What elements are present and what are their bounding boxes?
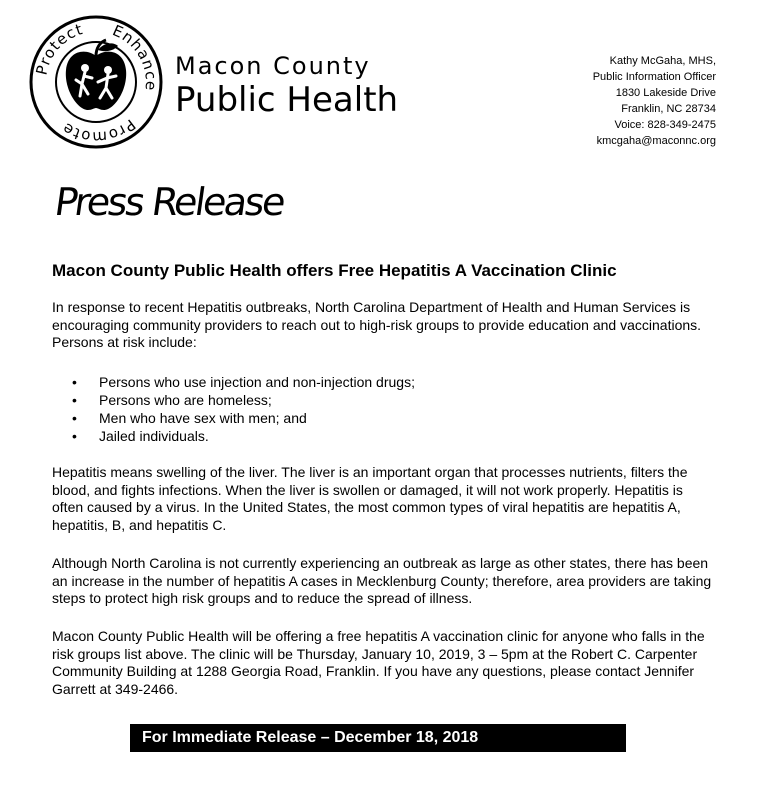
logo-ring-word-2: Enhance — [109, 21, 161, 92]
press-release-headline: Macon County Public Health offers Free Hepatitis A Vaccination Clinic — [52, 261, 617, 280]
contact-name: Kathy McGaha, MHS, — [609, 55, 716, 67]
logo-ring-word-3: Promote — [58, 115, 139, 147]
document-type-title: Press Release — [52, 180, 287, 224]
contact-title: Public Information Officer — [592, 71, 716, 83]
logo-ring-word-1: Protect — [32, 19, 86, 77]
org-name-line1: Macon County — [175, 52, 371, 80]
apple-with-figures-icon — [28, 14, 164, 150]
clinic-paragraph: Macon County Public Health will be offering a free hepatitis A vaccination clinic for anyone who falls in the risk groups list above. The clinic will be Thursday, January 10, 2019, 3 – 5pm at the Robert C. Carpenter Community Building at 1288 Georgia Road, Franklin. If you have any questions, please contact Jennifer Garrett at 349-2466. — [52, 628, 705, 697]
list-item: • Jailed individuals. — [52, 427, 415, 445]
contact-email: kmcgaha@maconnc.org — [596, 135, 716, 147]
context-paragraph: Although North Carolina is not currently experiencing an outbreak as large as other states, there has been an increase in the number of hepatitis A cases in Mecklenburg County; therefore, area providers are taking steps to protect high risk groups and to reduce the spread of illness. — [52, 555, 712, 606]
list-item: • Persons who are homeless; — [52, 391, 415, 409]
release-date-banner: For Immediate Release – December 18, 2018 — [130, 724, 626, 752]
contact-address: 1830 Lakeside Drive — [615, 87, 716, 99]
contact-voice: Voice: 828-349-2475 — [614, 119, 716, 131]
organization-logo — [28, 14, 164, 150]
org-name-line2: Public Health — [175, 80, 399, 120]
contact-city: Franklin, NC 28734 — [621, 103, 716, 115]
list-item: • Men who have sex with men; and — [52, 409, 415, 427]
contact-block — [593, 53, 716, 149]
intro-paragraph: In response to recent Hepatitis outbreaks, North Carolina Department of Health and Human Services is encouraging community providers to reach out to high-risk groups to provide education and vaccinations. Persons at risk include: — [52, 299, 702, 350]
risk-groups-list — [52, 373, 415, 445]
organization-name — [175, 52, 398, 120]
definition-paragraph: Hepatitis means swelling of the liver. The liver is an important organ that processes nutrients, filters the blood, and fights infections. When the liver is swollen or damaged, it will not work properly. Hepatitis is often caused by a virus. In the United States, the most common types of viral hepatitis are hepatitis A, hepatitis, B, and hepatitis C. — [52, 464, 688, 533]
list-item: • Persons who use injection and non-injection drugs; — [52, 373, 415, 391]
